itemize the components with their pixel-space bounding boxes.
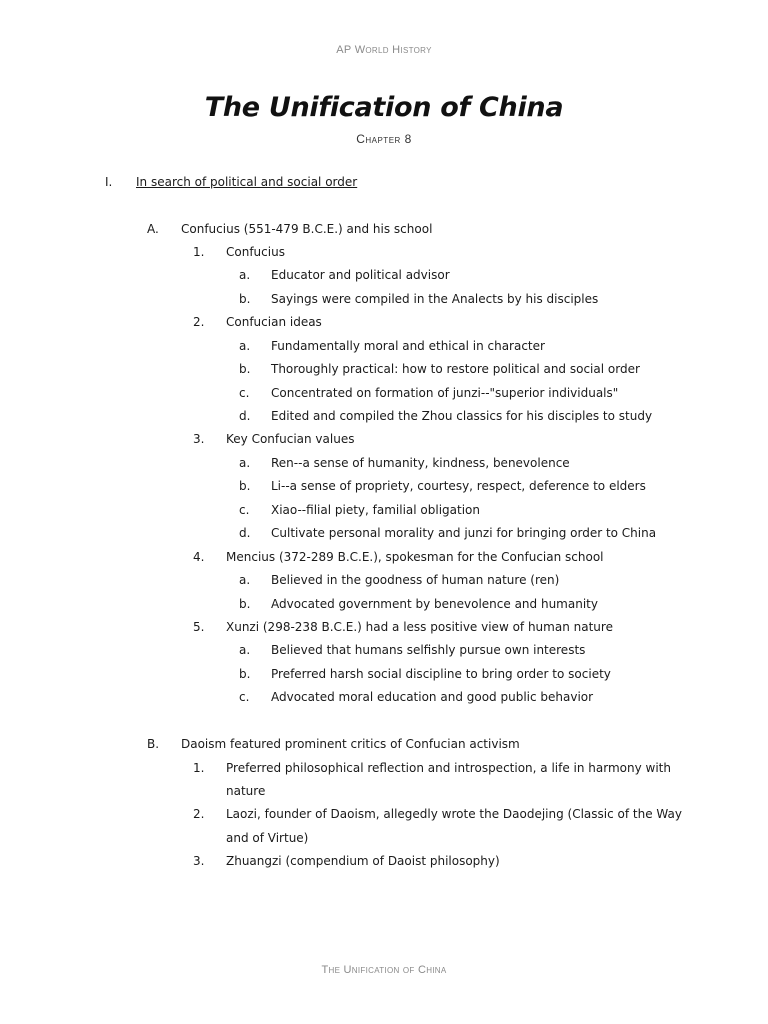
outline-item-b1 — [0, 758, 768, 778]
outline-marker: a. — [239, 573, 251, 587]
outline-item-a3d — [0, 523, 768, 543]
outline-text: In search of political and social order — [136, 175, 358, 189]
outline-text: Confucius — [226, 245, 285, 259]
outline-item-a2 — [0, 312, 768, 332]
outline-item-b1-continued — [0, 781, 768, 801]
outline-text: Believed in the goodness of human nature (ren) — [271, 573, 560, 587]
outline-text: Educator and political advisor — [271, 268, 450, 282]
outline-item-a3 — [0, 429, 768, 449]
outline-text: and of Virtue) — [226, 831, 309, 845]
outline-item-a1 — [0, 242, 768, 262]
outline-item-b2 — [0, 804, 768, 824]
outline-item-a2b — [0, 359, 768, 379]
outline-item-a1a — [0, 265, 768, 285]
outline-marker: b. — [239, 479, 251, 493]
outline-marker: c. — [239, 503, 250, 517]
outline-marker: 2. — [193, 315, 205, 329]
outline-item-a3b — [0, 476, 768, 496]
outline-item-a3c — [0, 500, 768, 520]
outline-marker: a. — [239, 456, 251, 470]
outline-marker: 5. — [193, 620, 205, 634]
outline-text: Concentrated on formation of junzi--"superior individuals" — [271, 386, 619, 400]
outline-text: Cultivate personal morality and junzi for bringing order to China — [271, 526, 657, 540]
running-header: AP World History — [336, 44, 432, 56]
outline-marker: b. — [239, 667, 251, 681]
outline-text: Daoism featured prominent critics of Confucian activism — [181, 737, 520, 751]
outline-marker: I. — [105, 175, 113, 189]
running-footer: The Unification of China — [321, 964, 447, 976]
outline-text: Thoroughly practical: how to restore political and social order — [271, 362, 640, 376]
outline-text: Fundamentally moral and ethical in character — [271, 339, 545, 353]
outline-marker: b. — [239, 292, 251, 306]
outline-item-a5 — [0, 617, 768, 637]
outline-text: Preferred harsh social discipline to bring order to society — [271, 667, 611, 681]
outline-text: Confucius (551-479 B.C.E.) and his school — [181, 222, 433, 236]
outline-marker: c. — [239, 386, 250, 400]
outline-item-a4a — [0, 570, 768, 590]
outline-text: Preferred philosophical reflection and introspection, a life in harmony with — [226, 761, 671, 775]
outline-item-a2c — [0, 383, 768, 403]
outline-marker: d. — [239, 526, 251, 540]
outline-text: Mencius (372-289 B.C.E.), spokesman for the Confucian school — [226, 550, 604, 564]
outline-item-b — [0, 734, 768, 754]
outline-item-a5a — [0, 640, 768, 660]
outline-text: Zhuangzi (compendium of Daoist philosophy) — [226, 854, 500, 868]
outline-marker: a. — [239, 339, 251, 353]
outline-item-a4b — [0, 594, 768, 614]
outline-item-a3a — [0, 453, 768, 473]
outline-text: nature — [226, 784, 266, 798]
outline-marker: 1. — [193, 761, 205, 775]
outline-marker: a. — [239, 268, 251, 282]
outline-marker: 3. — [193, 854, 205, 868]
outline-section-i — [0, 172, 768, 192]
outline-text: Advocated government by benevolence and humanity — [271, 597, 598, 611]
outline-text: Xunzi (298-238 B.C.E.) had a less positive view of human nature — [226, 620, 613, 634]
outline-marker: a. — [239, 643, 251, 657]
outline-text: Believed that humans selfishly pursue own interests — [271, 643, 586, 657]
outline-item-a — [0, 219, 768, 239]
outline-marker: A. — [147, 222, 159, 236]
outline-text: Confucian ideas — [226, 315, 322, 329]
outline-item-b3 — [0, 851, 768, 871]
chapter-label: Chapter 8 — [356, 132, 412, 146]
outline-item-b2-continued — [0, 828, 768, 848]
outline-text: Laozi, founder of Daoism, allegedly wrote the Daodejing (Classic of the Way — [226, 807, 682, 821]
outline-text: Key Confucian values — [226, 432, 355, 446]
outline-item-a2d — [0, 406, 768, 426]
outline-item-a2a — [0, 336, 768, 356]
outline-text: Advocated moral education and good public behavior — [271, 690, 594, 704]
outline-marker: 4. — [193, 550, 205, 564]
outline-marker: b. — [239, 362, 251, 376]
outline-marker: 2. — [193, 807, 205, 821]
outline-item-a5b — [0, 664, 768, 684]
outline-text: Li--a sense of propriety, courtesy, respect, deference to elders — [271, 479, 646, 493]
outline-marker: 1. — [193, 245, 205, 259]
outline-marker: b. — [239, 597, 251, 611]
outline-text: Sayings were compiled in the Analects by his disciples — [271, 292, 599, 306]
outline-marker: B. — [147, 737, 160, 751]
outline-marker: 3. — [193, 432, 205, 446]
page-title: The Unification of China — [204, 92, 564, 123]
outline-item-a4 — [0, 547, 768, 567]
outline-text: Ren--a sense of humanity, kindness, benevolence — [271, 456, 570, 470]
outline-marker: d. — [239, 409, 251, 423]
outline-text: Edited and compiled the Zhou classics for his disciples to study — [271, 409, 653, 423]
outline-marker: c. — [239, 690, 250, 704]
outline-item-a5c — [0, 687, 768, 707]
outline-item-a1b — [0, 289, 768, 309]
outline-text: Xiao--filial piety, familial obligation — [271, 503, 480, 517]
